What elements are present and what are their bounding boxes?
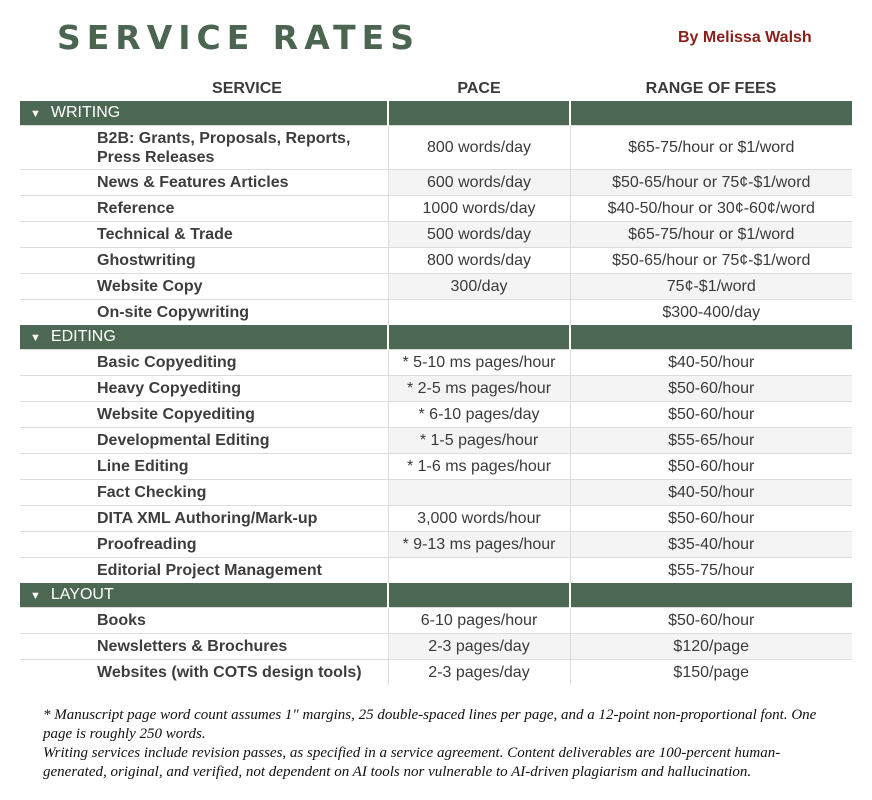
pace-cell: * 6-10 pages/day	[388, 402, 570, 428]
pace-cell: * 1-6 ms pages/hour	[388, 454, 570, 480]
table-row	[20, 402, 852, 428]
rates-table	[20, 76, 852, 685]
service-cell: Heavy Copyediting	[20, 376, 388, 402]
fee-cell: $50-65/hour or 75¢-$1/word	[570, 248, 852, 274]
table-row	[20, 170, 852, 196]
author-byline: By Melissa Walsh	[678, 29, 812, 46]
service-cell: DITA XML Authoring/Mark-up	[20, 506, 388, 532]
pace-cell: 3,000 words/hour	[388, 506, 570, 532]
service-cell: Basic Copyediting	[20, 350, 388, 376]
section-band-cell	[388, 325, 570, 350]
pace-cell	[388, 558, 570, 584]
section-header-writing	[20, 101, 852, 126]
pace-cell: 2-3 pages/day	[388, 660, 570, 686]
pace-cell	[388, 480, 570, 506]
pace-cell: * 9-13 ms pages/hour	[388, 532, 570, 558]
pace-cell: * 1-5 pages/hour	[388, 428, 570, 454]
table-row	[20, 558, 852, 584]
section-band-cell	[570, 325, 852, 350]
fee-cell: $35-40/hour	[570, 532, 852, 558]
pace-cell: 800 words/day	[388, 248, 570, 274]
fee-cell: $55-65/hour	[570, 428, 852, 454]
fee-cell: $65-75/hour or $1/word	[570, 126, 852, 170]
pace-cell: 600 words/day	[388, 170, 570, 196]
page-title: SERVICE RATES	[57, 18, 420, 57]
rates-body	[20, 101, 852, 685]
service-cell: B2B: Grants, Proposals, Reports, Press Releases	[20, 126, 388, 170]
pace-cell: 300/day	[388, 274, 570, 300]
fee-cell: $150/page	[570, 660, 852, 686]
pace-cell: 1000 words/day	[388, 196, 570, 222]
fee-cell: $40-50/hour or 30¢-60¢/word	[570, 196, 852, 222]
footnote-revision-policy: Writing services include revision passes, as specified in a service agreement. Content deliverables are 100-percent human-generated, original, and verified, not dependent on AI tools nor vulnerable to AI-driven plagiarism and hallucination.	[43, 745, 781, 780]
table-row	[20, 660, 852, 686]
fee-cell: $50-60/hour	[570, 402, 852, 428]
fee-cell: $50-60/hour	[570, 454, 852, 480]
section-header-editing	[20, 325, 852, 350]
section-label: WRITING	[50, 104, 121, 121]
service-cell: Website Copy	[20, 274, 388, 300]
fee-cell: 75¢-$1/word	[570, 274, 852, 300]
table-row	[20, 608, 852, 634]
triangle-down-icon: ▼	[30, 590, 41, 602]
section-label: LAYOUT	[50, 586, 114, 603]
service-cell: Fact Checking	[20, 480, 388, 506]
table-row	[20, 196, 852, 222]
service-cell: Newsletters & Brochures	[20, 634, 388, 660]
table-row	[20, 222, 852, 248]
table-row	[20, 454, 852, 480]
section-label-cell	[20, 325, 388, 350]
fee-cell: $300-400/day	[570, 300, 852, 326]
pace-cell: 800 words/day	[388, 126, 570, 170]
fee-cell: $120/page	[570, 634, 852, 660]
footnote-manuscript-page: * Manuscript page word count assumes 1" margins, 25 double-spaced lines per page, and a 12-point non-proportional font. One page is roughly 250 words.	[43, 707, 817, 742]
section-band-cell	[570, 101, 852, 126]
pace-cell: 2-3 pages/day	[388, 634, 570, 660]
service-cell: Books	[20, 608, 388, 634]
section-header-layout	[20, 583, 852, 608]
pace-cell: * 5-10 ms pages/hour	[388, 350, 570, 376]
fee-cell: $50-60/hour	[570, 506, 852, 532]
table-row	[20, 480, 852, 506]
column-header-fees: RANGE OF FEES	[645, 79, 777, 97]
column-header-service: SERVICE	[212, 79, 282, 97]
table-row	[20, 428, 852, 454]
service-cell: Proofreading	[20, 532, 388, 558]
column-header-pace: PACE	[457, 79, 501, 97]
service-cell: Line Editing	[20, 454, 388, 480]
pace-cell	[388, 300, 570, 326]
table-row	[20, 274, 852, 300]
pace-cell: * 2-5 ms pages/hour	[388, 376, 570, 402]
triangle-down-icon: ▼	[30, 332, 41, 344]
fee-cell: $50-60/hour	[570, 608, 852, 634]
table-row	[20, 126, 852, 170]
service-cell: Ghostwriting	[20, 248, 388, 274]
fee-cell: $50-65/hour or 75¢-$1/word	[570, 170, 852, 196]
table-row	[20, 376, 852, 402]
pace-cell: 500 words/day	[388, 222, 570, 248]
footnotes	[43, 706, 843, 782]
table-row	[20, 350, 852, 376]
fee-cell: $55-75/hour	[570, 558, 852, 584]
fee-cell: $40-50/hour	[570, 480, 852, 506]
section-label-cell	[20, 101, 388, 126]
service-cell: Reference	[20, 196, 388, 222]
table-row	[20, 506, 852, 532]
pace-cell: 6-10 pages/hour	[388, 608, 570, 634]
service-cell: Website Copyediting	[20, 402, 388, 428]
service-cell: On-site Copywriting	[20, 300, 388, 326]
fee-cell: $50-60/hour	[570, 376, 852, 402]
triangle-down-icon: ▼	[30, 108, 41, 120]
service-cell: Developmental Editing	[20, 428, 388, 454]
section-band-cell	[388, 101, 570, 126]
table-row	[20, 532, 852, 558]
service-cell: Editorial Project Management	[20, 558, 388, 584]
header-row	[20, 76, 852, 101]
table-row	[20, 634, 852, 660]
service-cell: News & Features Articles	[20, 170, 388, 196]
fee-cell: $40-50/hour	[570, 350, 852, 376]
section-band-cell	[388, 583, 570, 608]
table-row	[20, 248, 852, 274]
service-cell: Technical & Trade	[20, 222, 388, 248]
section-label: EDITING	[50, 328, 116, 345]
fee-cell: $65-75/hour or $1/word	[570, 222, 852, 248]
service-cell: Websites (with COTS design tools)	[20, 660, 388, 686]
section-band-cell	[570, 583, 852, 608]
section-label-cell	[20, 583, 388, 608]
table-row	[20, 300, 852, 326]
